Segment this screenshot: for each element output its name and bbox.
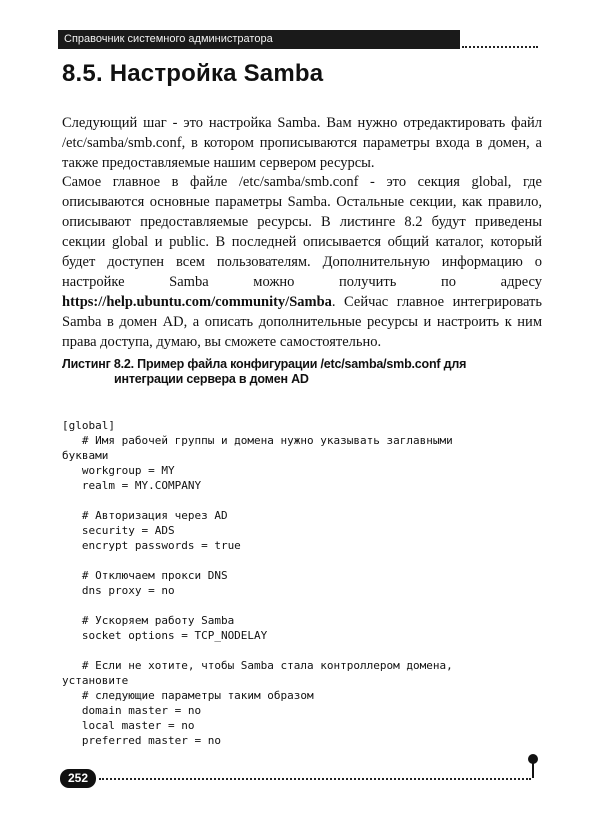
code-line: [global] xyxy=(62,419,115,432)
paragraph-2-end: . Сейчас главное интегрировать Samba в домен AD, а описать дополнительные ресурсы и настроить к ним права доступа, думаю, вы сможете самостоятельно. xyxy=(62,294,542,350)
code-line xyxy=(62,643,542,658)
code-line: установите xyxy=(62,674,129,687)
code-line: encrypt passwords = true xyxy=(62,539,241,552)
code-line: буквами xyxy=(62,449,109,462)
page-number: 252 xyxy=(60,769,96,788)
code-line: workgroup = MY xyxy=(62,464,175,477)
paragraph-2-start: Самое главное в файле /etc/samba/smb.conf - это секция global, где описываются основные параметры Samba. Остальные секции, как правило, описывают предоставляемые ресурсы. В листинге 8.2 будут приведены секции global и public. В последней описывается общий каталог, который будет доступен всем пользователям. Дополнительную информацию о настройке Samba можно получить по адресу xyxy=(62,174,542,290)
paragraph-2 xyxy=(62,172,542,352)
code-line: # Если не хотите, чтобы Samba стала контроллером домена, xyxy=(62,659,453,672)
code-line: local master = no xyxy=(62,719,195,732)
samba-help-url: https://help.ubuntu.com/community/Samba xyxy=(62,294,332,310)
paragraph-1: Следующий шаг - это настройка Samba. Вам нужно отредактировать файл /etc/samba/smb.conf, в котором прописываются параметры входа в домен, а также предоставляемые нашим сервером ресурсы. xyxy=(62,115,542,171)
code-line: realm = MY.COMPANY xyxy=(62,479,202,492)
footer-dotted-rule xyxy=(99,778,531,780)
code-listing xyxy=(62,418,542,748)
code-line: dns proxy = no xyxy=(62,584,175,597)
code-line: domain master = no xyxy=(62,704,202,717)
code-line: # Ускоряем работу Samba xyxy=(62,614,235,627)
code-line: # Имя рабочей группы и домена нужно указывать заглавными xyxy=(62,434,453,447)
listing-caption xyxy=(62,357,532,387)
code-line: security = ADS xyxy=(62,524,175,537)
code-line xyxy=(62,493,542,508)
code-line: socket options = TCP_NODELAY xyxy=(62,629,268,642)
code-line: # Авторизация через AD xyxy=(62,509,228,522)
code-line xyxy=(62,598,542,613)
header-dotted-rule xyxy=(462,46,538,48)
section-title: 8.5. Настройка Samba xyxy=(62,60,324,87)
listing-caption-line2: интеграции сервера в домен AD xyxy=(114,372,309,386)
code-line: preferred master = no xyxy=(62,734,221,747)
code-line: # Отключаем прокси DNS xyxy=(62,569,228,582)
listing-caption-line1: Листинг 8.2. Пример файла конфигурации /etc/samba/smb.conf для xyxy=(62,357,467,371)
footer-dot-stem xyxy=(532,762,534,778)
running-header: Справочник системного администратора xyxy=(58,30,460,49)
code-line: # следующие параметры таким образом xyxy=(62,689,314,702)
footer-dot-ornament xyxy=(528,754,538,764)
code-line xyxy=(62,553,542,568)
